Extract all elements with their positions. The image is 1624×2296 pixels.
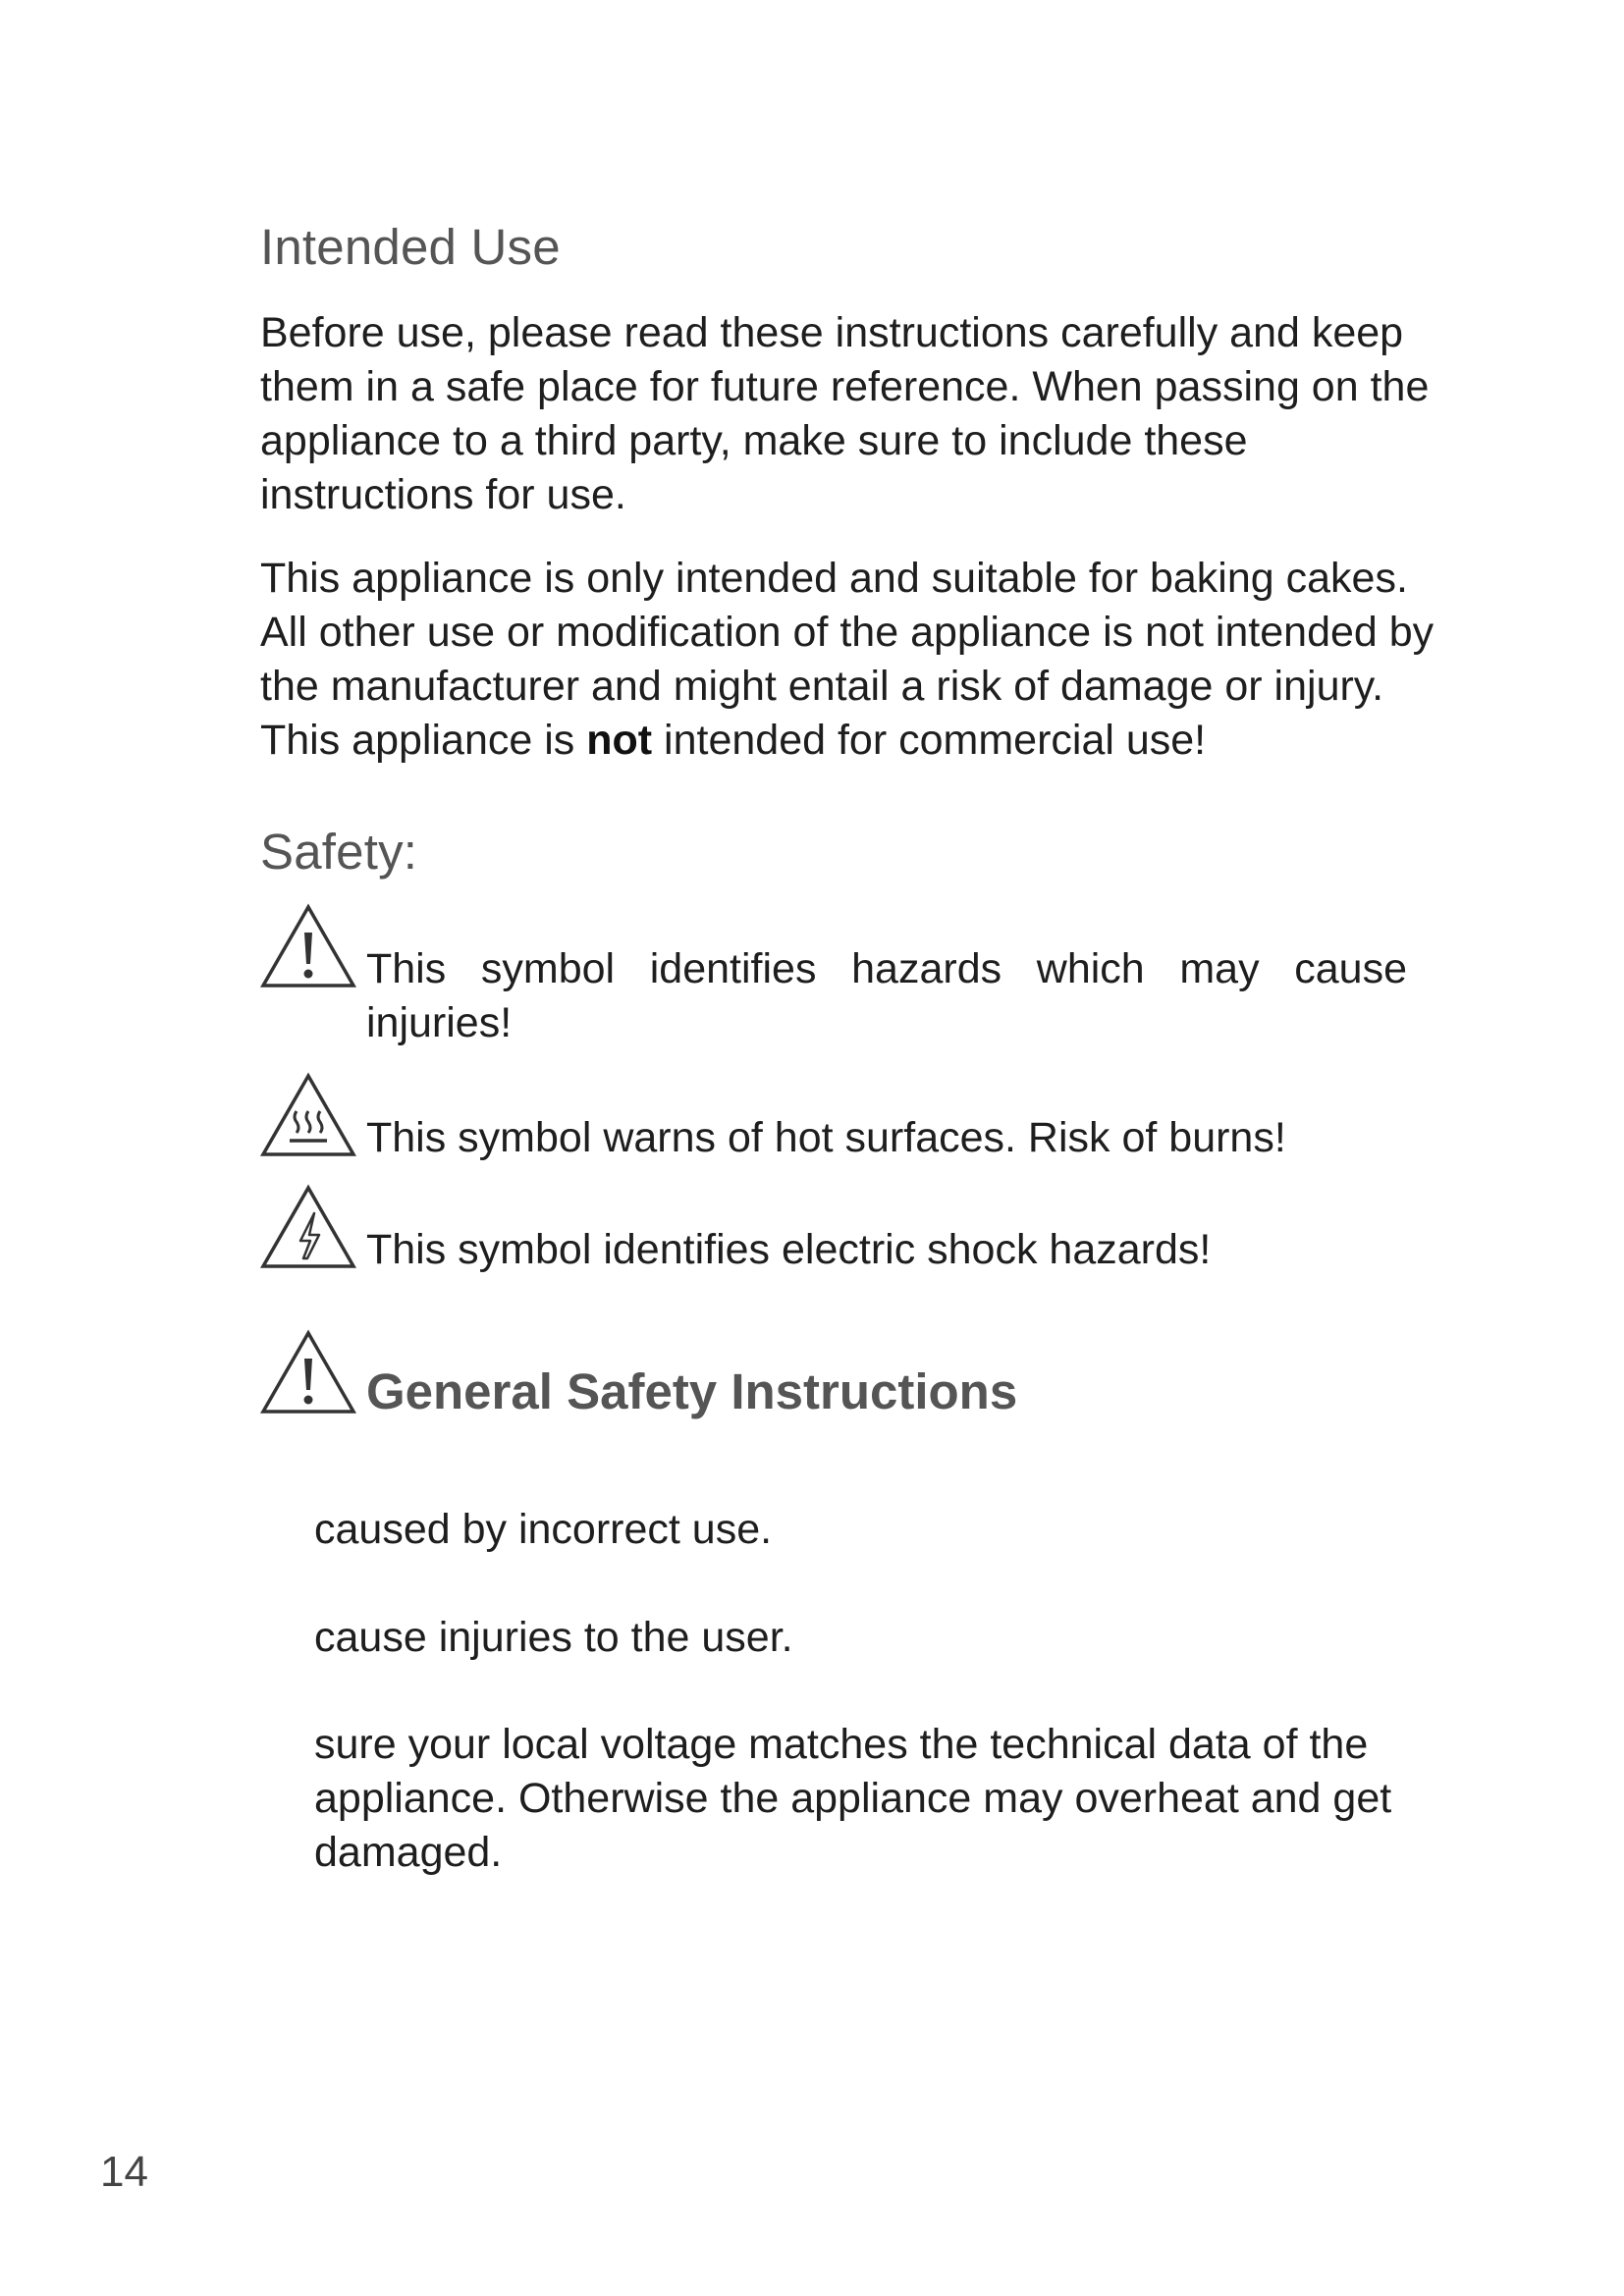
- intended-use-heading: Intended Use: [260, 219, 561, 275]
- paragraph-2-emphasis: not: [586, 717, 653, 764]
- safety-item-1: caused by incorrect use.: [314, 1506, 773, 1553]
- warning-exclamation-icon: [260, 903, 356, 989]
- general-safety-heading: General Safety Instructions: [366, 1363, 1018, 1419]
- hot-surface-icon: [260, 1072, 356, 1158]
- hazard-symbol-text: [366, 942, 1407, 1050]
- paragraph-2-text-start: This appliance is only intended and suitable for baking cakes. All other use or modification of the appliance is not intended by the manufacturer and might entail a risk of damage or injury. This appliance is: [260, 555, 1435, 764]
- symbol-row-hazard: [260, 903, 1438, 1050]
- warning-exclamation-icon: [260, 1329, 356, 1415]
- hot-surface-symbol-text: This symbol warns of hot surfaces. Risk of burns!: [366, 1114, 1286, 1161]
- symbol-row-electric-shock: [260, 1184, 1438, 1282]
- intended-use-paragraph-1: Before use, please read these instructions carefully and keep them in a safe place for future reference. When passing on the appliance to a third party, make sure to include these instructions for use.: [260, 309, 1430, 518]
- safety-item-2: cause injuries to the user.: [314, 1614, 793, 1661]
- hazard-symbol-text-line-2: injuries!: [366, 999, 513, 1046]
- general-safety-header: [260, 1329, 1438, 1437]
- page-number: 14: [100, 2148, 148, 2196]
- hazard-symbol-text-line-1: This symbol identifies hazards which may cause: [366, 945, 1407, 992]
- safety-heading: Safety:: [260, 824, 418, 880]
- electric-shock-icon: [260, 1184, 356, 1270]
- safety-item-3: sure your local voltage matches the technical data of the appliance. Otherwise the appliance may overheat and get damaged.: [314, 1721, 1392, 1876]
- symbol-row-hot-surface: [260, 1072, 1438, 1170]
- intended-use-paragraph-2: [260, 552, 1458, 768]
- electric-shock-symbol-text: This symbol identifies electric shock hazards!: [366, 1226, 1212, 1273]
- paragraph-2-text-end: intended for commercial use!: [652, 717, 1207, 764]
